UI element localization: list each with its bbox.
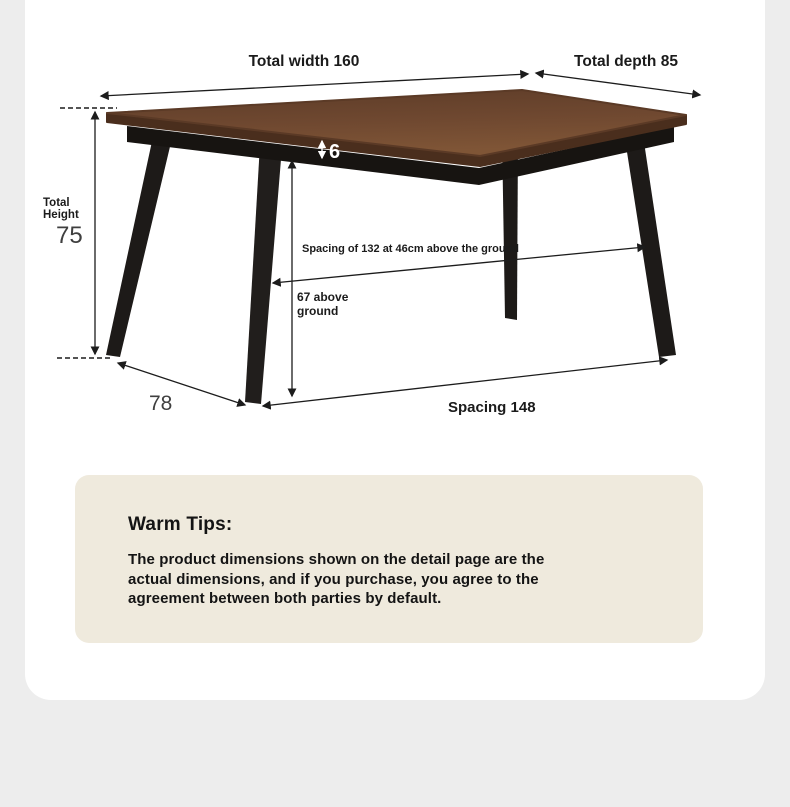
depth-dimension-arrow: [536, 73, 700, 95]
depth78-dimension-arrow: [118, 363, 245, 405]
total-width-label: Total width 160: [248, 53, 360, 70]
spacing132-label: Spacing of 132 at 46cm above the ground: [302, 243, 519, 255]
leg-depth-spread-value: 78: [149, 392, 173, 415]
warm-tips-panel: [75, 475, 703, 643]
top-thickness-value: 6: [329, 141, 341, 163]
table-leg-back-left: [106, 132, 173, 357]
leg-spacing-label: Spacing 148: [448, 399, 536, 416]
total-height-value: 75: [56, 222, 83, 249]
warm-tips-body-line: actual dimensions, and if you purchase, you agree to the: [128, 570, 539, 588]
warm-tips-title: Warm Tips:: [128, 514, 233, 535]
warm-tips-body-line: The product dimensions shown on the detail page are the: [128, 551, 545, 568]
total-depth-label: Total depth 85: [574, 53, 678, 70]
total-height-label-line1: Total: [43, 197, 70, 209]
total-height-label-line2: Height: [43, 209, 79, 221]
clearance-label-line1: 67 above: [297, 290, 349, 304]
table-leg-front: [245, 144, 282, 404]
clearance-label-line2: ground: [297, 304, 339, 318]
warm-tips-body-line: agreement between both parties by default.: [128, 590, 442, 607]
table-leg-right: [622, 120, 676, 357]
